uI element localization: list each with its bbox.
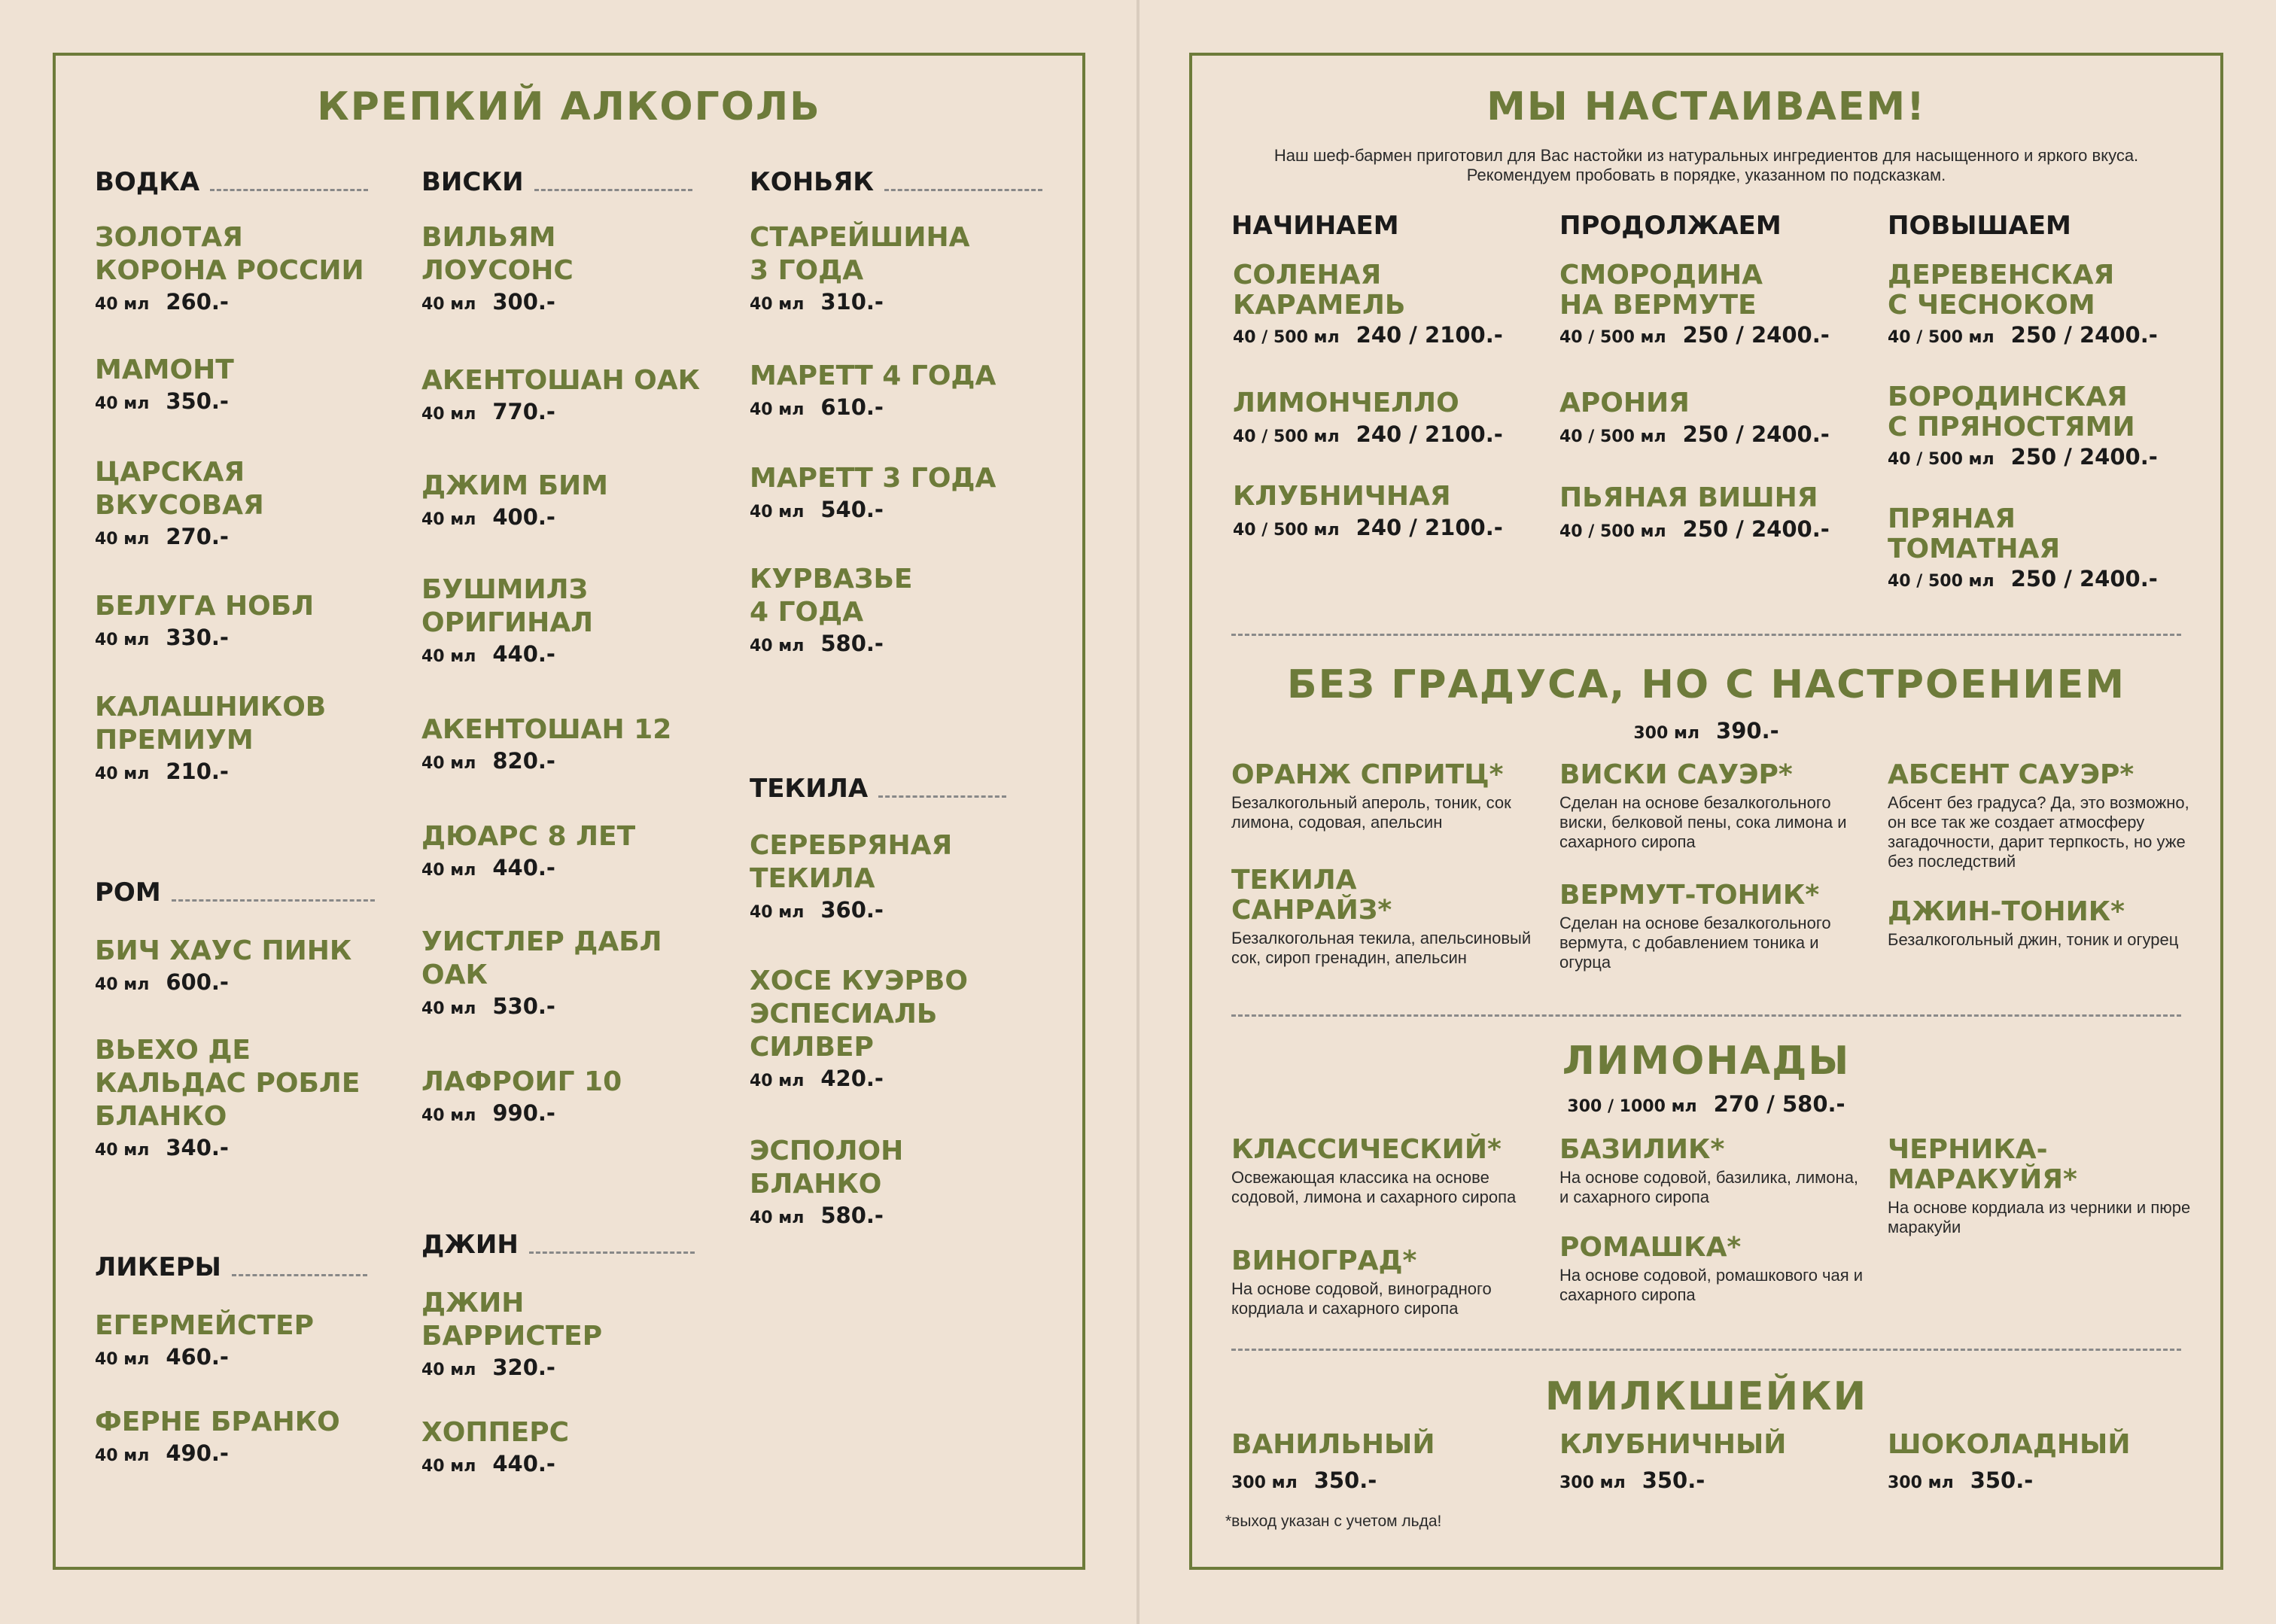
item-name: КАЛАШНИКОВ ПРЕМИУМ [95, 692, 327, 756]
drink-item [1231, 1135, 1535, 1207]
menu-item [95, 935, 411, 995]
item-name: ВЬЕХО ДЕ КАЛЬДАС РОБЛЕ БЛАНКО [95, 1035, 361, 1132]
menu-item [95, 354, 411, 414]
menu-item [1233, 480, 1549, 540]
item-volume: 40 мл [95, 1350, 150, 1369]
item-price: 530.- [492, 993, 555, 1019]
item-name: КЛУБНИЧНЫЙ [1559, 1429, 1787, 1460]
item-volume: 40 мл [95, 1141, 150, 1160]
menu-item [1888, 382, 2204, 470]
item-description: Абсент без градуса? Да, это возможно, он все так же создает атмосферу загадочности, дарит терпкость, но уже без последствий [1888, 793, 2189, 871]
item-price: 260.- [166, 289, 229, 315]
item-volume: 40 мл [421, 754, 476, 773]
item-price: 210.- [166, 759, 229, 784]
menu-item [421, 573, 738, 667]
item-name: ПРЯНАЯ ТОМАТНАЯ [1888, 503, 2061, 564]
infusions-subtitle [1189, 146, 2223, 185]
section-divider [1231, 1014, 2181, 1017]
page-fold [1136, 0, 1140, 1624]
item-volume: 40 мл [750, 903, 805, 922]
drink-item [1559, 760, 1864, 852]
nonalc-title: БЕЗ ГРАДУСА, НО С НАСТРОЕНИЕМ [1287, 662, 2125, 707]
item-price: 330.- [166, 625, 229, 650]
item-name: ВИЛЬЯМ ЛОУСОНС [421, 222, 574, 286]
menu-item [1888, 1428, 2204, 1493]
item-description: На основе содовой, ромашкового чая и сахарного сиропа [1559, 1266, 1864, 1304]
tequila-heading: ТЕКИЛА [750, 774, 1006, 804]
item-name: ХОППЕРС [421, 1417, 570, 1448]
item-volume: 40 мл [421, 1106, 476, 1125]
item-name: ЛИМОНЧЕЛЛО [1233, 388, 1459, 418]
drink-item [1231, 865, 1535, 968]
item-volume: 40 мл [421, 405, 476, 424]
item-name: БИЧ ХАУС ПИНК [95, 935, 352, 966]
item-name: ЗОЛОТАЯ КОРОНА РОССИИ [95, 222, 364, 286]
gin-heading: ДЖИН [421, 1230, 695, 1260]
item-price: 240 / 2100.- [1356, 322, 1503, 348]
item-description: На основе содовой, базилика, лимона, и сахарного сиропа [1559, 1168, 1859, 1206]
menu-item [1559, 260, 1876, 348]
menu-item [750, 462, 1066, 522]
menu-item [421, 820, 738, 880]
item-price: 250 / 2400.- [2010, 566, 2158, 592]
menu-item [1559, 1428, 1876, 1493]
item-price: 360.- [820, 897, 884, 923]
ice-footnote: *выход указан с учетом льда! [1225, 1513, 1442, 1530]
item-name: СОЛЕНАЯ КАРАМЕЛЬ [1233, 260, 1406, 321]
item-price: 460.- [166, 1344, 229, 1370]
item-price: 340.- [166, 1135, 229, 1160]
item-price: 540.- [820, 497, 884, 522]
item-volume: 40 / 500 мл [1233, 521, 1340, 540]
item-name: ТЕКИЛА САНРАЙЗ* [1231, 865, 1392, 926]
item-volume: 40 / 500 мл [1233, 328, 1340, 347]
item-description: Безалкогольный апероль, тоник, сок лимона, содовая, апельсин [1231, 793, 1511, 832]
item-name: ВИНОГРАД* [1231, 1245, 1417, 1276]
item-name: БАЗИЛИК* [1559, 1134, 1725, 1165]
item-name: УИСТЛЕР ДАБЛ ОАК [421, 926, 662, 990]
item-price: 440.- [492, 1451, 555, 1477]
item-volume: 40 мл [750, 637, 805, 655]
item-name: ХОСЕ КУЭРВО ЭСПЕСИАЛЬ СИЛВЕР [750, 966, 968, 1063]
item-name: ВИСКИ САУЭР* [1559, 759, 1793, 790]
menu-item [1231, 1428, 1547, 1493]
item-description: На основе кордиала из черники и пюре маракуйи [1888, 1198, 2191, 1236]
drink-item [1231, 1246, 1535, 1318]
item-price: 300.- [492, 289, 555, 315]
whisky-heading: ВИСКИ [421, 167, 692, 197]
lemonade-volume: 300 / 1000 мл [1567, 1097, 1697, 1116]
item-description: Безалкогольный джин, тоник и огурец [1888, 930, 2179, 949]
item-name: ДЮАРС 8 ЛЕТ [421, 821, 636, 852]
item-name: АКЕНТОШАН 12 [421, 714, 672, 745]
item-volume: 40 мл [421, 999, 476, 1018]
item-name: КЛУБНИЧНАЯ [1233, 481, 1451, 512]
item-name: ЭСПОЛОН БЛАНКО [750, 1136, 904, 1200]
cognac-heading: КОНЬЯК [750, 167, 1042, 197]
item-volume: 40 мл [750, 1072, 805, 1090]
raise-heading: ПОВЫШАЕМ [1888, 211, 2071, 241]
menu-item [1888, 260, 2204, 348]
menu-item [1233, 260, 1549, 348]
item-volume: 40 мл [750, 295, 805, 314]
item-name: АРОНИЯ [1559, 388, 1690, 418]
menu-item [421, 1066, 738, 1126]
item-name: МАРЕТТ 4 ГОДА [750, 360, 997, 391]
item-volume: 40 мл [421, 1361, 476, 1379]
drink-item [1231, 760, 1535, 832]
item-volume: 300 мл [1559, 1473, 1626, 1492]
item-name: АКЕНТОШАН ОАК [421, 365, 701, 396]
item-price: 350.- [1970, 1467, 2034, 1493]
item-description: Освежающая классика на основе содовой, лимона и сахарного сиропа [1231, 1168, 1517, 1206]
item-price: 270.- [166, 524, 229, 549]
drink-item [1559, 880, 1864, 972]
item-name: ЦАРСКАЯ ВКУСОВАЯ [95, 457, 264, 521]
menu-item [750, 965, 1066, 1091]
item-name: ВАНИЛЬНЫЙ [1231, 1429, 1435, 1460]
nonalc-volume: 300 мл [1633, 724, 1700, 743]
drink-item [1888, 897, 2192, 950]
item-name: ДЕРЕВЕНСКАЯ С ЧЕСНОКОМ [1888, 260, 2115, 321]
menu-item [1888, 504, 2204, 592]
subtitle-line: Рекомендуем пробовать в порядке, указанном по подсказкам. [1466, 166, 1946, 184]
item-volume: 40 мл [95, 530, 150, 549]
item-price: 990.- [492, 1100, 555, 1126]
item-price: 420.- [820, 1066, 884, 1091]
infusions-title: МЫ НАСТАИВАЕМ! [1486, 84, 1926, 129]
item-price: 250 / 2400.- [1682, 322, 1830, 348]
item-name: ОРАНЖ СПРИТЦ* [1231, 759, 1504, 790]
item-name: БОРОДИНСКАЯ С ПРЯНОСТЯМИ [1888, 382, 2135, 442]
continue-heading: ПРОДОЛЖАЕМ [1559, 211, 1782, 241]
nonalc-price-value: 390.- [1716, 718, 1779, 744]
subtitle-line: Наш шеф-бармен приготовил для Вас настойки из натуральных ингредиентов для насыщенного и яркого вкуса. [1273, 146, 2139, 165]
item-volume: 40 мл [95, 394, 150, 413]
item-name: СМОРОДИНА НА ВЕРМУТЕ [1559, 260, 1763, 321]
item-description: Сделан на основе безалкогольного вермута, с добавлением тоника и огурца [1559, 914, 1831, 972]
item-name: КУРВАЗЬЕ 4 ГОДА [750, 564, 913, 628]
menu-item [421, 1416, 738, 1477]
item-volume: 40 мл [750, 1209, 805, 1227]
strong-alcohol-title: КРЕПКИЙ АЛКОГОЛЬ [317, 84, 821, 129]
item-name: ДЖИМ БИМ [421, 470, 609, 501]
rum-heading: РОМ [95, 877, 375, 908]
item-volume: 40 / 500 мл [1559, 427, 1666, 446]
drink-item [1559, 1233, 1864, 1305]
item-description: Безалкогольная текила, апельсиновый сок, сироп гренадин, апельсин [1231, 929, 1532, 967]
menu-item [95, 456, 411, 549]
item-name: ВЕРМУТ-ТОНИК* [1559, 880, 1820, 911]
item-name: ЛАФРОИГ 10 [421, 1066, 622, 1097]
item-price: 600.- [166, 969, 229, 995]
item-name: ФЕРНЕ БРАНКО [95, 1407, 340, 1437]
lemonade-title: ЛИМОНАДЫ [1562, 1039, 1851, 1084]
item-description: На основе содовой, виноградного кордиала и сахарного сиропа [1231, 1279, 1492, 1318]
item-volume: 40 мл [95, 765, 150, 783]
item-price: 440.- [492, 641, 555, 667]
item-price: 440.- [492, 855, 555, 880]
menu-item [421, 713, 738, 774]
item-volume: 40 мл [421, 510, 476, 529]
item-volume: 40 мл [95, 1446, 150, 1465]
item-volume: 40 мл [95, 631, 150, 649]
item-name: РОМАШКА* [1559, 1232, 1742, 1263]
item-name: ДЖИН-ТОНИК* [1888, 896, 2125, 927]
nonalc-price [1189, 718, 2223, 744]
item-name: БУШМИЛЗ ОРИГИНАЛ [421, 574, 594, 638]
item-volume: 40 мл [95, 295, 150, 314]
item-volume: 40 / 500 мл [1888, 328, 1995, 347]
menu-item [95, 1406, 411, 1466]
menu-item [421, 364, 738, 424]
menu-item [750, 829, 1066, 923]
menu-item [1559, 482, 1876, 542]
menu-item [750, 1135, 1066, 1228]
lemonade-price [1189, 1091, 2223, 1117]
item-price: 610.- [820, 394, 884, 420]
item-volume: 40 / 500 мл [1233, 427, 1340, 446]
menu-item [421, 926, 738, 1019]
lemonade-price-value: 270 / 580.- [1713, 1091, 1845, 1117]
item-volume: 40 мл [421, 647, 476, 666]
item-name: ДЖИН БАРРИСТЕР [421, 1288, 603, 1352]
item-name: МАМОНТ [95, 354, 234, 385]
item-name: ЕГЕРМЕЙСТЕР [95, 1310, 315, 1341]
item-volume: 40 / 500 мл [1559, 522, 1666, 541]
drink-item [1888, 760, 2192, 871]
item-price: 310.- [820, 289, 884, 315]
item-volume: 40 / 500 мл [1888, 572, 1995, 591]
item-volume: 40 мл [95, 975, 150, 994]
item-price: 240 / 2100.- [1356, 421, 1503, 447]
item-name: ШОКОЛАДНЫЙ [1888, 1429, 2131, 1460]
item-name: МАРЕТТ 3 ГОДА [750, 463, 997, 494]
menu-item [421, 470, 738, 530]
item-volume: 40 мл [421, 861, 476, 880]
item-volume: 300 мл [1888, 1473, 1954, 1492]
menu-item [750, 360, 1066, 420]
section-divider [1231, 634, 2181, 636]
item-volume: 300 мл [1231, 1473, 1298, 1492]
drink-item [1888, 1135, 2192, 1237]
menu-item [1559, 387, 1876, 447]
section-divider [1231, 1349, 2181, 1351]
menu-item [421, 1287, 738, 1380]
item-price: 820.- [492, 748, 555, 774]
milkshake-title: МИЛКШЕЙКИ [1544, 1374, 1868, 1419]
item-price: 250 / 2400.- [1682, 516, 1830, 542]
item-name: БЕЛУГА НОБЛ [95, 591, 315, 622]
menu-item [421, 221, 738, 315]
item-name: АБСЕНТ САУЭР* [1888, 759, 2135, 790]
start-heading: НАЧИНАЕМ [1231, 211, 1399, 241]
menu-item [95, 221, 411, 315]
item-price: 250 / 2400.- [2010, 444, 2158, 470]
item-description: Сделан на основе безалкогольного виски, белковой пены, сока лимона и сахарного сиропа [1559, 793, 1847, 851]
menu-item [750, 563, 1066, 656]
menu-item [95, 1309, 411, 1370]
item-price: 350.- [1313, 1467, 1377, 1493]
menu-item [95, 1034, 411, 1160]
liqueur-heading: ЛИКЕРЫ [95, 1252, 367, 1282]
item-name: ЧЕРНИКА- МАРАКУЙЯ* [1888, 1134, 2077, 1195]
item-name: СЕРЕБРЯНАЯ ТЕКИЛА [750, 830, 953, 894]
item-price: 250 / 2400.- [2010, 322, 2158, 348]
item-price: 580.- [820, 631, 884, 656]
item-price: 770.- [492, 399, 555, 424]
item-name: КЛАССИЧЕСКИЙ* [1231, 1134, 1502, 1165]
menu-item [1233, 387, 1549, 447]
drink-item [1559, 1135, 1864, 1207]
item-volume: 40 мл [750, 400, 805, 419]
item-volume: 40 / 500 мл [1888, 450, 1995, 469]
item-price: 350.- [1642, 1467, 1705, 1493]
item-price: 490.- [166, 1440, 229, 1466]
menu-item [750, 221, 1066, 315]
item-volume: 40 / 500 мл [1559, 328, 1666, 347]
item-name: ПЬЯНАЯ ВИШНЯ [1559, 482, 1818, 513]
item-volume: 40 мл [421, 295, 476, 314]
item-price: 400.- [492, 504, 555, 530]
item-name: СТАРЕЙШИНА 3 ГОДА [750, 222, 970, 286]
item-price: 240 / 2100.- [1356, 515, 1503, 540]
item-price: 320.- [492, 1355, 555, 1380]
menu-item [95, 691, 411, 784]
vodka-heading: ВОДКА [95, 167, 368, 197]
item-volume: 40 мл [421, 1457, 476, 1476]
item-price: 250 / 2400.- [1682, 421, 1830, 447]
item-volume: 40 мл [750, 503, 805, 522]
menu-item [95, 590, 411, 650]
item-price: 350.- [166, 388, 229, 414]
item-price: 580.- [820, 1203, 884, 1228]
